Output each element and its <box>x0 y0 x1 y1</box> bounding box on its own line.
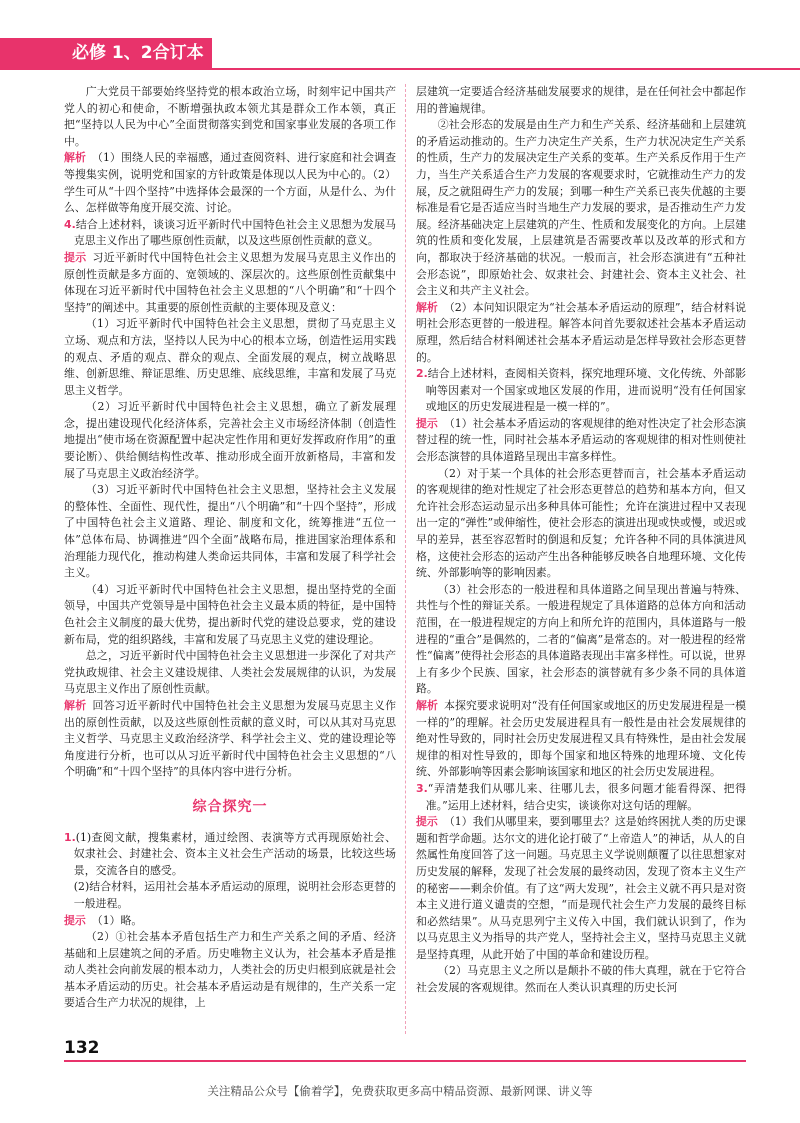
question-subpart: (2)结合材料，运用社会基本矛盾运动的原理，说明社会形态更替的一般进程。 <box>73 880 396 910</box>
paragraph: （3）习近平新时代中国特色社会主义思想，坚持社会主义发展的整体性、全面性、现代性，提出“八个明确”和“十四个坚持”，形成了中国特色社会主义道路、理论、制度和文化，统筹推进“五位一体”总体布局、协调推进“四个全面”战略布局，推进国家治理体系和治理能力现代化，推动构建人类命运共同体，丰富和发展了科学社会主义。 <box>64 483 396 580</box>
question-text: “弄清楚我们从哪儿来、往哪儿去，很多问题才能看得深、把得准。”运用上述材料，结合史实，谈谈你对这句话的理解。 <box>425 781 746 812</box>
analysis-tag: 解析 <box>64 151 87 165</box>
analysis-tag: 解析 <box>416 698 438 712</box>
section-title: 综合探究一 <box>192 798 268 815</box>
hint-text: （1）我们从哪里来，要到哪里去？这是始终困扰人类的历史课题和哲学命题。达尔文的进化论打破了“上帝造人”的神话，从人的自然属性角度回答了这一问题。马克思主义学说则颠覆了以往思想家对历史发展的解释，发现了社会发展的最终动因，发现了资本主义生产的秘密——剩余价值。有了这“两大发现”，社会主义就不再只是对资本主义进行道义谴责的空想，“而是现代社会生产力发展的最终目标和必然结果”。从马克思列宁主义传入中国，我们就认识到了，作为以马克思主义为指导的共产党人，坚持社会主义，坚持马克思主义就是坚持真理，从此开始了中国的革命和建设历程。 <box>416 815 746 961</box>
question-4 <box>64 217 396 250</box>
hint-block <box>64 250 396 316</box>
question-text: 结合上述材料，查阅相关资料，探究地理环境、文化传统、外部影响等因素对一个国家或地区发展的作用，进而说明“没有任何国家或地区的历史发展进程是一模一样的”。 <box>425 367 746 414</box>
paragraph: ②社会形态的发展是由生产力和生产关系、经济基础和上层建筑的矛盾运动推动的。生产力决定生产关系，生产力状况决定生产关系的性质，生产力的发展决定生产关系的变革。生产关系反作用于生产力，当生产关系适合生产力发展的客观要求时，它就推动生产力的发展，反之就阻碍生产力的发展；到哪一种生产关系已丧失优越的主要标准是看它是否适应当时当地生产力发展的要求，是否推动生产力发展。经济基础决定上层建筑的产生、性质和发展变化的方向。上层建筑的性质和变化发展，上层建筑是否需要改革以及改革的形式和方向，都取决于经济基础的状况。一般而言，社会形态演进有“五种社会形态说”，即原始社会、奴隶社会、封建社会、资本主义社会、社会主义和共产主义社会。 <box>416 118 746 298</box>
paragraph: （2）马克思主义之所以是颠扑不破的伟大真理，就在于它符合社会发展的客观规律。然而在人类认识真理的历史长河 <box>416 964 746 995</box>
header-rule <box>0 68 800 70</box>
analysis-text: （1）围绕人民的幸福感，通过查阅资料、进行家庭和社会调查等搜集实例，说明党和国家的方针政策是体现以人民为中心的。（2）学生可从“十四个坚持”中选择体会最深的一个方面，从是什么、为什么、怎样做等角度开展交流、讨论。 <box>64 151 396 215</box>
left-column <box>64 84 396 1012</box>
paragraph: （1）习近平新时代中国特色社会主义思想，贯彻了马克思主义立场、观点和方法，坚持以人民为中心的根本立场，创造性运用实践的观点、矛盾的观点、群众的观点、全面发展的观点，树立战略思维、创新思维、辩证思维、历史思维、底线思维，丰富和发展了马克思主义哲学。 <box>64 317 396 397</box>
right-column <box>416 84 746 997</box>
section-header-tab <box>0 38 212 68</box>
hint-block <box>64 913 396 930</box>
hint-tag: 提示 <box>416 815 438 829</box>
page-number: 132 <box>64 1038 100 1058</box>
hint-text: （1）社会基本矛盾运动的客观规律的绝对性决定了社会形态演替过程的统一性，同时社会基本矛盾运动的客观规律的相对性则使社会形态演替的具体道路呈现出丰富多样性。 <box>416 416 746 464</box>
paragraph: 广大党员干部要始终坚持党的根本政治立场，时刻牢记中国共产党人的初心和使命，不断增强执政本领尤其是群众工作本领，真正把“坚持以人民为中心”全面贯彻落实到党和国家事业发展的各项工作中。 <box>64 85 396 148</box>
hint-text: 习近平新时代中国特色社会主义思想为发展马克思主义作出的原创性贡献是多方面的、宽领域的、深层次的。这些原创性贡献集中体现在习近平新时代中国特色社会主义思想的“八个明确”和“十四个坚持”的阐述中。其重要的原创性贡献的主要体现及意义： <box>64 250 396 314</box>
question-1 <box>64 830 396 880</box>
paragraph: 总之，习近平新时代中国特色社会主义思想进一步深化了对共产党执政规律、社会主义建设规律、人类社会发展规律的认识，为发展马克思主义作出了原创性贡献。 <box>64 649 396 696</box>
analysis-text: （2）本问知识限定为“社会基本矛盾运动的原理”，结合材料说明社会形态更替的一般进程。解答本问首先要叙述社会基本矛盾运动原理，然后结合材料阐述社会基本矛盾运动是怎样导致社会形态更替的。 <box>416 300 746 364</box>
hint-tag: 提示 <box>64 913 86 927</box>
footer-note: 关注精品公众号【偷着学】，免费获取更多高中精品资源、最新网课、讲义等 <box>207 1084 593 1098</box>
analysis-tag: 解析 <box>416 300 438 314</box>
hint-tag: 提示 <box>416 416 438 430</box>
analysis-tag: 解析 <box>64 698 87 712</box>
hint-text: （1）略。 <box>91 913 143 927</box>
question-3 <box>416 781 746 814</box>
question-2 <box>416 366 746 416</box>
question-number: 3. <box>416 781 428 795</box>
analysis-block <box>64 150 396 216</box>
hint-block <box>416 814 746 963</box>
header-title: 必修 1、2合订本 <box>72 43 204 63</box>
footer-rule <box>64 1060 746 1062</box>
analysis-text: 本探究要求说明对“没有任何国家或地区的历史发展进程是一模一样的”的理解。社会历史发展进程具有一般性是由社会发展规律的绝对性导致的，同时社会历史发展进程又具有特殊性，是由社会发展规律的相对性导致的，即每个国家和地区特殊的地理环境、文化传统、外部影响等因素会影响该国家和地区的社会历史发展进程。 <box>416 698 746 779</box>
analysis-block <box>416 300 746 366</box>
paragraph: （3）社会形态的一般进程和具体道路之间呈现出普遍与特殊、共性与个性的辩证关系。一般进程规定了具体道路的总体方向和活动范围，在一般进程规定的方向上和所允许的范围内，具体道路与一般进程的“重合”是偶然的，二者的“偏离”是常态的。对一般进程的经常性“偏离”使得社会形态的具体道路表现出丰富多样性。可以说，世界上有多少个民族、国家，社会形态的演替就有多少条不同的具体道路。 <box>416 582 746 696</box>
hint-tag: 提示 <box>64 250 87 264</box>
analysis-block <box>416 698 746 781</box>
paragraph: 层建筑一定要适合经济基础发展要求的规律，是在任何社会中都起作用的普遍规律。 <box>416 85 746 115</box>
question-number: 4. <box>64 217 76 231</box>
question-number: 1. <box>64 830 76 844</box>
hint-block <box>416 416 746 466</box>
analysis-text: 回答习近平新时代中国特色社会主义思想为发展马克思主义作出的原创性贡献，以及这些原创性贡献的意义时，可以从其对马克思主义哲学、马克思主义政治经济学、科学社会主义、党的建设理论等角度进行分析，也可以从习近平新时代中国特色社会主义思想的“八个明确”和“十四个坚持”的具体内容中进行分析。 <box>64 698 396 779</box>
paragraph: （2）①社会基本矛盾包括生产力和生产关系之间的矛盾、经济基础和上层建筑之间的矛盾。历史唯物主义认为，社会基本矛盾是推动人类社会向前发展的根本动力，人类社会的历史归根到底就是社会基本矛盾运动的历史。社会基本矛盾运动是有规律的，生产关系一定要适合生产力状况的规律，上 <box>64 930 396 1010</box>
paragraph: （4）习近平新时代中国特色社会主义思想，提出坚持党的全面领导，中国共产党领导是中国特色社会主义最本质的特征，是中国特色社会主义制度的最大优势，提出新时代党的建设总要求，党的建设新布局，党的组织路线，丰富和发展了马克思主义党的建设理论。 <box>64 582 396 646</box>
question-number: 2. <box>416 367 428 381</box>
paragraph: （2）习近平新时代中国特色社会主义思想，确立了新发展理念，提出建设现代化经济体系，完善社会主义市场经济体制（创造性地提出“使市场在资源配置中起决定性作用和更好发挥政府作用”的重要论断）、供给侧结构性改革、推动形成全面开放新格局，丰富和发展了马克思主义政治经济学。 <box>64 400 396 480</box>
column-divider <box>405 84 406 1034</box>
question-text: 结合上述材料，谈谈习近平新时代中国特色社会主义思想为发展马克思主义作出了哪些原创性贡献，以及这些原创性贡献的意义。 <box>73 217 396 248</box>
analysis-block <box>64 698 396 781</box>
paragraph: （2）对于某一个具体的社会形态更替而言，社会基本矛盾运动的客观规律的绝对性规定了社会形态更替总的趋势和基本方向，但又允许社会形态运动显示出多种具体可能性；允许在演进过程中又表现出一定的“弹性”或伸缩性，使社会形态的演进出现或快或慢，或迟或早的差异，甚至容忍暂时的倒退和反复；允许各种不同的具体演进风格，这使社会形态的运动产生出各种能够反映各自地理环境、文化传统、外部影响等的影响因素。 <box>416 466 746 580</box>
question-text: (1)查阅文献，搜集素材，通过绘图、表演等方式再现原始社会、奴隶社会、封建社会、资本主义社会生产活动的场景，比较这些场景，交流各自的感受。 <box>73 830 396 877</box>
